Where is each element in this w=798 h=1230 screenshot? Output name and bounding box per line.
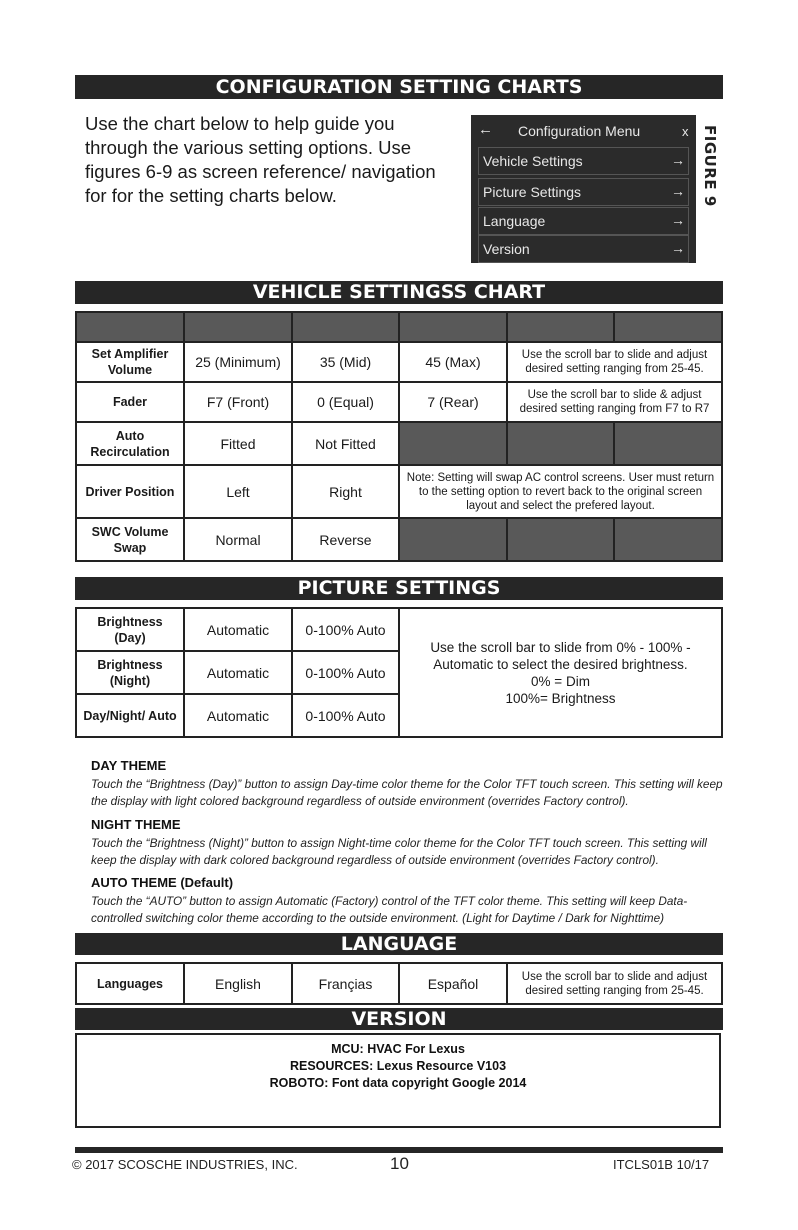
footer-copyright: © 2017 SCOSCHE INDUSTRIES, INC.: [72, 1157, 298, 1172]
table-cell: 0-100% Auto: [292, 694, 399, 737]
table-cell: Fitted: [184, 422, 292, 465]
footer-divider: [75, 1147, 723, 1153]
section-header-config: CONFIGURATION SETTING CHARTS: [75, 75, 723, 99]
menu-item-language: [478, 207, 689, 235]
footer-doc-code: ITCLS01B 10/17: [613, 1157, 710, 1172]
table-cell: Normal: [184, 518, 292, 561]
table-row: [76, 465, 722, 518]
language-option: English: [184, 963, 292, 1004]
section-header-picture: PICTURE SETTINGS: [75, 577, 723, 600]
table-cell: Not Fitted: [292, 422, 399, 465]
row-label: Fader: [76, 382, 184, 422]
table-note: Use the scroll bar to slide & adjust desired setting ranging from F7 to R7: [507, 382, 722, 422]
table-row: [76, 422, 722, 465]
night-theme-title: NIGHT THEME: [91, 817, 181, 832]
empty-cell: [399, 518, 507, 561]
version-line: RESOURCES: Lexus Resource V103: [289, 1059, 507, 1073]
row-label: Languages: [76, 963, 184, 1004]
empty-cell: [614, 422, 722, 465]
table-row: [76, 342, 722, 382]
table-row: [76, 963, 722, 1004]
table-cell: 45 (Max): [399, 342, 507, 382]
table-cell: Automatic: [184, 608, 292, 651]
table-cell: F7 (Front): [184, 382, 292, 422]
right-arrow-icon: →: [671, 240, 685, 256]
table-cell: 0-100% Auto: [292, 608, 399, 651]
day-theme-text: Touch the “Brightness (Day)” button to assign Day-time color theme for the Color TFT touch screen. This setting will keep the display with light colored background regardless of outside environment (overrides Factory control).: [91, 777, 723, 808]
right-arrow-icon: →: [671, 212, 685, 228]
night-theme-text: Touch the “Brightness (Night)” button to assign Night-time color theme for the Color TFT touch screen. This setting will keep the display with dark colored background regardless of outside environment (overrides Factory control).: [91, 836, 707, 867]
intro-text: Use the chart below to help guide you through the various setting options. Use figures 6-9 as screen reference/ navigation for for the setting charts below.: [85, 113, 436, 206]
close-icon: x: [682, 124, 689, 139]
row-label: Brightness (Night): [76, 651, 184, 694]
row-label: Auto Recirculation: [76, 422, 184, 465]
row-label: Driver Position: [76, 465, 184, 518]
empty-cell: [507, 518, 614, 561]
day-theme-section: [91, 758, 731, 810]
table-cell: 0-100% Auto: [292, 651, 399, 694]
header-cell: [76, 312, 184, 342]
section-header-language: LANGUAGE: [75, 933, 723, 955]
menu-item-picture-settings: [478, 178, 689, 206]
table-note: Use the scroll bar to slide and adjust desired setting ranging from 25-45.: [507, 342, 722, 382]
note-line: Use the scroll bar to slide from 0% - 100% - Automatic to select the desired brightness.: [430, 639, 691, 672]
menu-item-vehicle-settings: [478, 147, 689, 175]
language-option: Español: [399, 963, 507, 1004]
picture-settings-table: [75, 607, 723, 738]
table-note: [399, 608, 722, 737]
table-cell: Reverse: [292, 518, 399, 561]
language-option: Françias: [292, 963, 399, 1004]
day-theme-title: DAY THEME: [91, 758, 167, 773]
right-arrow-icon: →: [671, 183, 685, 199]
note-line: 100%= Brightness: [505, 690, 616, 706]
figure-label: FIGURE 9: [701, 125, 719, 207]
table-row: [76, 382, 722, 422]
header-cell: [184, 312, 292, 342]
menu-header: [471, 115, 696, 146]
menu-item-label: Vehicle Settings: [483, 153, 583, 169]
menu-title: Configuration Menu: [518, 123, 641, 139]
header-cell: [614, 312, 722, 342]
note-line: 0% = Dim: [531, 673, 590, 689]
table-cell: Automatic: [184, 651, 292, 694]
menu-item-version: [478, 235, 689, 263]
right-arrow-icon: →: [671, 152, 685, 168]
header-cell: [399, 312, 507, 342]
table-cell: 25 (Minimum): [184, 342, 292, 382]
table-note: Use the scroll bar to slide and adjust desired setting ranging from 25-45.: [507, 963, 722, 1004]
table-cell: Right: [292, 465, 399, 518]
row-label: Brightness (Day): [76, 608, 184, 651]
configuration-menu-figure: [471, 115, 696, 263]
back-arrow-icon: ←: [478, 121, 493, 138]
language-table: [75, 962, 723, 1005]
row-label: Set Amplifier Volume: [76, 342, 184, 382]
header-cell: [292, 312, 399, 342]
section-header-vehicle: VEHICLE SETTINGSS CHART: [75, 281, 723, 304]
table-cell: Left: [184, 465, 292, 518]
menu-item-label: Version: [483, 241, 530, 257]
table-cell: 7 (Rear): [399, 382, 507, 422]
row-label: Day/Night/ Auto: [76, 694, 184, 737]
table-cell: 0 (Equal): [292, 382, 399, 422]
empty-cell: [507, 422, 614, 465]
table-row: [76, 518, 722, 561]
table-cell: Automatic: [184, 694, 292, 737]
auto-theme-section: [91, 875, 731, 927]
header-cell: [507, 312, 614, 342]
table-row: [76, 608, 722, 651]
table-note: Note: Setting will swap AC control screens. User must return to the setting option to revert back to the original screen layout and select the prefered layout.: [399, 465, 722, 518]
empty-cell: [399, 422, 507, 465]
version-line: MCU: HVAC For Lexus: [331, 1042, 465, 1056]
menu-item-label: Picture Settings: [483, 184, 582, 200]
auto-theme-text: Touch the “AUTO” button to assign Automatic (Factory) control of the TFT color theme. This setting will keep Data-controlled switching color theme according to the outside environment. (Light for Daytime / Dark for Nighttime): [91, 894, 688, 925]
menu-item-label: Language: [483, 213, 546, 229]
table-header-row: [76, 312, 722, 342]
table-cell: 35 (Mid): [292, 342, 399, 382]
version-line: ROBOTO: Font data copyright Google 2014: [269, 1076, 527, 1090]
auto-theme-title: AUTO THEME (Default): [91, 875, 234, 890]
version-info-box: [75, 1033, 721, 1128]
page-number: 10: [390, 1154, 409, 1173]
vehicle-settings-table: [75, 311, 723, 562]
section-header-version: VERSION: [75, 1008, 723, 1030]
empty-cell: [614, 518, 722, 561]
night-theme-section: [91, 817, 731, 869]
row-label: SWC Volume Swap: [76, 518, 184, 561]
